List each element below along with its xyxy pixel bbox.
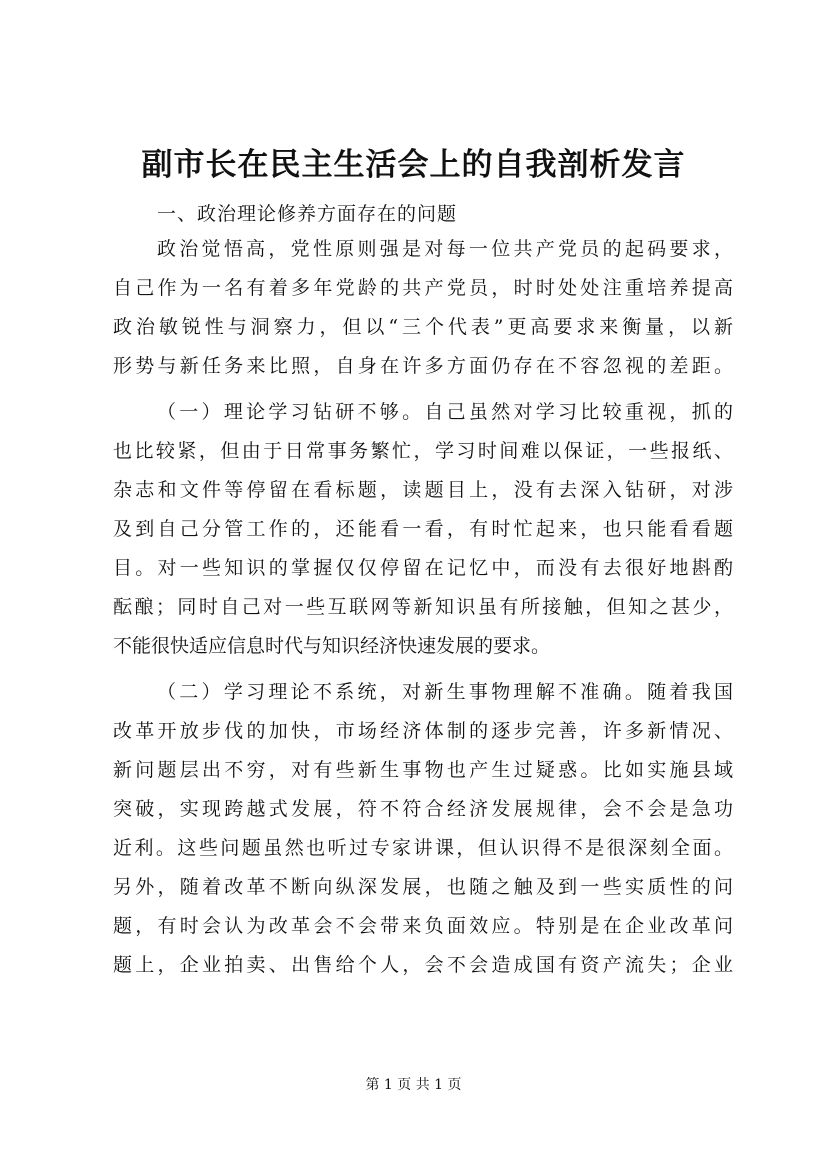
paragraph-line: 突破，实现跨越式发展，符不符合经济发展规律，会不会是急功 <box>113 798 733 820</box>
paragraph-line: 形势与新任务来比照，自身在许多方面仍存在不容忽视的差距。 <box>113 355 733 377</box>
paragraph-line: （二）学习理论不系统，对新生事物理解不准确。随着我国 <box>157 681 733 703</box>
paragraph-line: 题，有时会认为改革会不会带来负面效应。特别是在企业改革问 <box>113 915 733 937</box>
paragraph-line: 近利。这些问题虽然也听过专家讲课，但认识得不是很深刻全面。 <box>113 837 733 859</box>
paragraph-line: 也比较紧，但由于日常事务繁忙，学习时间难以保证，一些报纸、 <box>113 440 733 462</box>
paragraph-3 <box>113 673 733 985</box>
paragraph-1 <box>113 230 733 386</box>
paragraph-line: 题上，企业拍卖、出售给个人，会不会造成国有资产流失；企业 <box>113 954 733 976</box>
paragraph-line: 另外，随着改革不断向纵深发展，也随之触及到一些实质性的问 <box>113 876 733 898</box>
paragraph-line: 杂志和文件等停留在看标题，读题目上，没有去深入钻研，对涉 <box>113 479 733 501</box>
paragraph-gap <box>113 386 733 393</box>
section-heading: 一、政治理论修养方面存在的问题 <box>157 203 458 225</box>
paragraph-2 <box>113 393 733 666</box>
paragraph-line: 政治敏锐性与洞察力，但以“三个代表”更高要求来衡量，以新 <box>113 316 733 338</box>
paragraph-line: 政治觉悟高，党性原则强是对每一位共产党员的起码要求， <box>157 238 733 260</box>
paragraph-line: （一）理论学习钻研不够。自己虽然对学习比较重视，抓的 <box>157 401 733 423</box>
paragraph-line: 新问题层出不穷，对有些新生事物也产生过疑惑。比如实施县域 <box>113 759 733 781</box>
paragraph-line: 不能很快适应信息时代与知识经济快速发展的要求。 <box>113 635 551 657</box>
paragraph-line: 自己作为一名有着多年党龄的共产党员，时时处处注重培养提高 <box>113 277 733 299</box>
paragraph-line: 目。对一些知识的掌握仅仅停留在记忆中，而没有去很好地斟酌 <box>113 557 733 579</box>
paragraph-line: 改革开放步伐的加快，市场经济体制的逐步完善，许多新情况、 <box>113 720 733 742</box>
paragraph-line: 及到自己分管工作的，还能看一看，有时忙起来，也只能看看题 <box>113 518 733 540</box>
paragraph-line: 酝酿；同时自己对一些互联网等新知识虽有所接触，但知之甚少， <box>113 596 733 618</box>
page-footer: 第 1 页 共 1 页 <box>365 1077 462 1093</box>
paragraph-gap <box>113 666 733 673</box>
document-title: 副市长在民主生活会上的自我剖析发言 <box>141 147 686 183</box>
body-text <box>113 230 733 985</box>
